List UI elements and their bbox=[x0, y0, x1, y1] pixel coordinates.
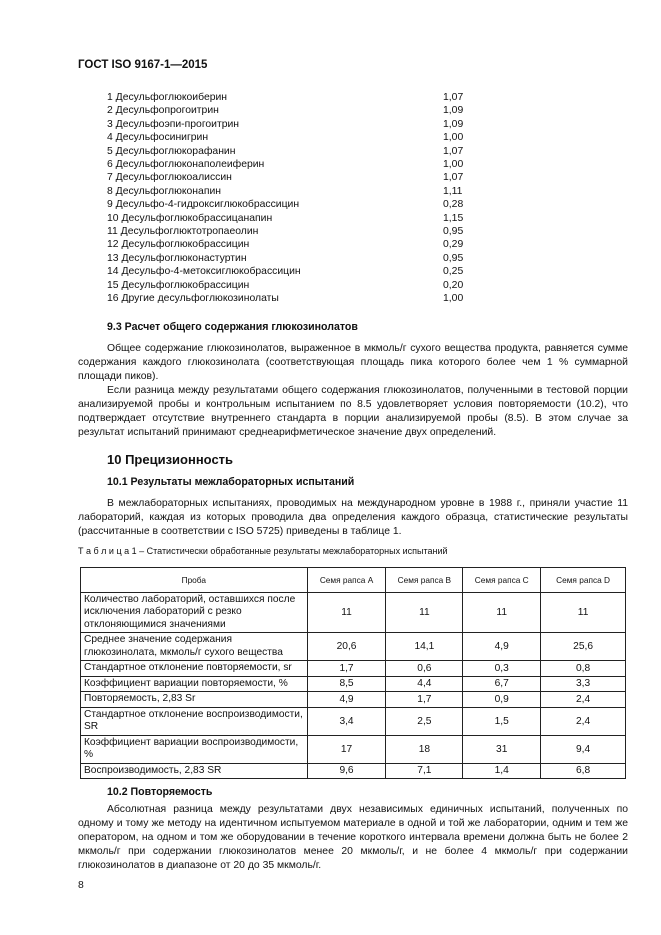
coefficient-value: 1,00 bbox=[443, 132, 464, 144]
coefficient-value: 0,95 bbox=[443, 226, 464, 238]
compound-name: 14 Десульфо-4-метоксиглюкобрассицин bbox=[107, 266, 301, 278]
cell-value: 2,5 bbox=[386, 707, 463, 735]
cell-value: 14,1 bbox=[386, 633, 463, 661]
compound-name: 7 Десульфоглюкоалиссин bbox=[107, 172, 232, 184]
cell-value: 4,9 bbox=[463, 633, 541, 661]
coefficient-value: 0,95 bbox=[443, 252, 464, 264]
cell-value: 31 bbox=[463, 735, 541, 763]
cell-value: 2,4 bbox=[541, 707, 626, 735]
cell-value: 0,3 bbox=[463, 661, 541, 677]
page-content bbox=[78, 58, 628, 893]
document-header: ГОСТ ISO 9167-1—2015 bbox=[78, 59, 208, 71]
row-label: Стандартное отклонение воспроизводимости, SR bbox=[81, 707, 308, 735]
row-label: Стандартное отклонение повторяемости, sr bbox=[81, 661, 308, 677]
section-9-3-title: 9.3 Расчет общего содержания глюкозинолатов bbox=[107, 320, 358, 333]
cell-value: 6,8 bbox=[541, 763, 626, 779]
row-label: Воспроизводимость, 2,83 SR bbox=[81, 763, 308, 779]
compound-name: 2 Десульфопрогоитрин bbox=[107, 105, 219, 117]
cell-value: 7,1 bbox=[386, 763, 463, 779]
table-row bbox=[81, 633, 626, 661]
compound-name: 1 Десульфоглюкоиберин bbox=[107, 92, 228, 103]
list-item bbox=[107, 91, 467, 104]
table-row bbox=[81, 592, 626, 633]
cell-value: 0,8 bbox=[541, 661, 626, 677]
compound-name: 8 Десульфоглюконапин bbox=[107, 185, 221, 197]
row-label: Повторяемость, 2,83 Sr bbox=[81, 692, 308, 708]
coefficient-value: 1,00 bbox=[443, 293, 464, 305]
coefficient-value: 0,20 bbox=[443, 279, 464, 291]
cell-value: 20,6 bbox=[307, 633, 386, 661]
cell-value: 11 bbox=[386, 592, 463, 633]
page-number: 8 bbox=[78, 880, 84, 891]
coefficient-value: 1,07 bbox=[443, 145, 464, 157]
column-header: Проба bbox=[81, 567, 308, 592]
results-table bbox=[80, 567, 626, 780]
cell-value: 11 bbox=[463, 592, 541, 633]
coefficient-list bbox=[107, 91, 467, 306]
cell-value: 0,9 bbox=[463, 692, 541, 708]
cell-value: 25,6 bbox=[541, 633, 626, 661]
table-header-row bbox=[81, 567, 626, 592]
cell-value: 11 bbox=[541, 592, 626, 633]
table-row bbox=[81, 735, 626, 763]
cell-value: 4,4 bbox=[386, 676, 463, 692]
row-label: Коэффициент вариации воспроизводимости, % bbox=[81, 735, 308, 763]
cell-value: 0,6 bbox=[386, 661, 463, 677]
compound-name: 11 Десульфоглюктотропаеолин bbox=[107, 226, 259, 238]
list-item bbox=[107, 279, 467, 292]
compound-name: 10 Десульфоглюкобрассицанапин bbox=[107, 212, 273, 224]
row-label: Коэффициент вариации повторяемости, % bbox=[81, 676, 308, 692]
coefficient-value: 0,29 bbox=[443, 239, 464, 251]
cell-value: 1,7 bbox=[307, 661, 386, 677]
column-header: Семя рапса C bbox=[463, 567, 541, 592]
list-item bbox=[107, 265, 467, 278]
list-item bbox=[107, 158, 467, 171]
cell-value: 4,9 bbox=[307, 692, 386, 708]
cell-value: 2,4 bbox=[541, 692, 626, 708]
compound-name: 15 Десульфоглюкобрассицин bbox=[107, 279, 250, 291]
column-header: Семя рапса B bbox=[386, 567, 463, 592]
cell-value: 9,6 bbox=[307, 763, 386, 779]
cell-value: 6,7 bbox=[463, 676, 541, 692]
list-item bbox=[107, 212, 467, 225]
compound-name: 6 Десульфоглюконаполеиферин bbox=[107, 159, 265, 171]
cell-value: 1,4 bbox=[463, 763, 541, 779]
cell-value: 1,5 bbox=[463, 707, 541, 735]
coefficient-value: 0,28 bbox=[443, 199, 464, 211]
coefficient-value: 1,07 bbox=[443, 172, 464, 184]
cell-value: 3,4 bbox=[307, 707, 386, 735]
section-9-3-para-1: Общее содержание глюкозинолатов, выраженное в мкмоль/г сухого вещества продукта, равняется сумме содержания каждого глюкозинолата (соответствующая площадь пика которого более чем 1 % суммарной площади пиков). bbox=[78, 342, 628, 382]
section-10-2-para: Абсолютная разница между результатами двух независимых единичных испытаний, полученных по одному и тому же методу на идентичном испытуемом материале в одной и той же лаборатории, одним и тем же оператором, на одном и том же оборудовании в течение короткого интервала времени должна быть не более 2 мкмоль/г при содержании глюкозинолатов менее 20 мкмоль/г, и не более 4 мкмоль/г при содержании глюкозинолатов в диапазоне от 20 до 35 мкмоль/г. bbox=[78, 804, 628, 871]
cell-value: 1,7 bbox=[386, 692, 463, 708]
compound-name: 3 Десульфоэпи-прогоитрин bbox=[107, 118, 240, 130]
list-item bbox=[107, 171, 467, 184]
section-10-2-title: 10.2 Повторяемость bbox=[107, 786, 213, 798]
coefficient-value: 1,09 bbox=[443, 118, 464, 130]
cell-value: 17 bbox=[307, 735, 386, 763]
table-row bbox=[81, 692, 626, 708]
coefficient-value: 1,07 bbox=[443, 92, 464, 103]
list-item bbox=[107, 104, 467, 117]
coefficient-value: 1,15 bbox=[443, 212, 464, 224]
table-row bbox=[81, 661, 626, 677]
cell-value: 3,3 bbox=[541, 676, 626, 692]
list-item bbox=[107, 145, 467, 158]
list-item bbox=[107, 225, 467, 238]
column-header: Семя рапса A bbox=[307, 567, 386, 592]
list-item bbox=[107, 185, 467, 198]
compound-name: 4 Десульфосинигрин bbox=[107, 132, 209, 144]
table-caption: Т а б л и ц а 1 – Статистически обработанные результаты межлабораторных испытаний bbox=[78, 545, 448, 556]
cell-value: 18 bbox=[386, 735, 463, 763]
coefficient-value: 1,09 bbox=[443, 105, 464, 117]
compound-name: 13 Десульфоглюконастуртин bbox=[107, 252, 247, 264]
cell-value: 9,4 bbox=[541, 735, 626, 763]
list-item bbox=[107, 292, 467, 305]
compound-name: 12 Десульфоглюкобрассицин bbox=[107, 239, 250, 251]
compound-name: 9 Десульфо-4-гидроксиглюкобрассицин bbox=[107, 199, 300, 211]
table-row bbox=[81, 763, 626, 779]
coefficient-value: 1,00 bbox=[443, 159, 464, 171]
list-item bbox=[107, 252, 467, 265]
list-item bbox=[107, 131, 467, 144]
table-row bbox=[81, 707, 626, 735]
section-10-1-title: 10.1 Результаты межлабораторных испытаний bbox=[107, 475, 355, 488]
cell-value: 11 bbox=[307, 592, 386, 633]
table-row bbox=[81, 676, 626, 692]
coefficient-value: 0,25 bbox=[443, 266, 464, 278]
list-item bbox=[107, 118, 467, 131]
row-label: Количество лабораторий, оставшихся после исключения лабораторий с резко отклоняющимися значениями bbox=[81, 592, 308, 633]
section-10-1-para: В межлабораторных испытаниях, проводимых на международном уровне в 1988 г., приняли участие 11 лабораторий, каждая из которых проводила два определения каждого образца, статистические результаты (рассчитанные в соответствии с ISO 5725) приведены в таблице 1. bbox=[78, 497, 628, 537]
cell-value: 8,5 bbox=[307, 676, 386, 692]
row-label: Среднее значение содержания глюкозинолата, мкмоль/г сухого вещества bbox=[81, 633, 308, 661]
list-item bbox=[107, 198, 467, 211]
list-item bbox=[107, 238, 467, 251]
section-10-title: 10 Прецизионность bbox=[107, 451, 234, 467]
section-9-3-para-2: Если разница между результатами общего содержания глюкозинолатов, полученными в тестовой порции анализируемой пробы и контрольным испытанием по 8.5 удовлетворяет условия повторяемости (10.2), что подтверждает отсутствие внутреннего стандарта в порции анализируемой пробы (8.5). В этом случае за результат испытаний принимают среднеарифметическое значение двух определений. bbox=[78, 384, 628, 438]
column-header: Семя рапса D bbox=[541, 567, 626, 592]
compound-name: 5 Десульфоглюкорафанин bbox=[107, 145, 236, 157]
compound-name: 16 Другие десульфоглюкозинолаты bbox=[107, 293, 279, 305]
coefficient-value: 1,11 bbox=[443, 185, 463, 197]
